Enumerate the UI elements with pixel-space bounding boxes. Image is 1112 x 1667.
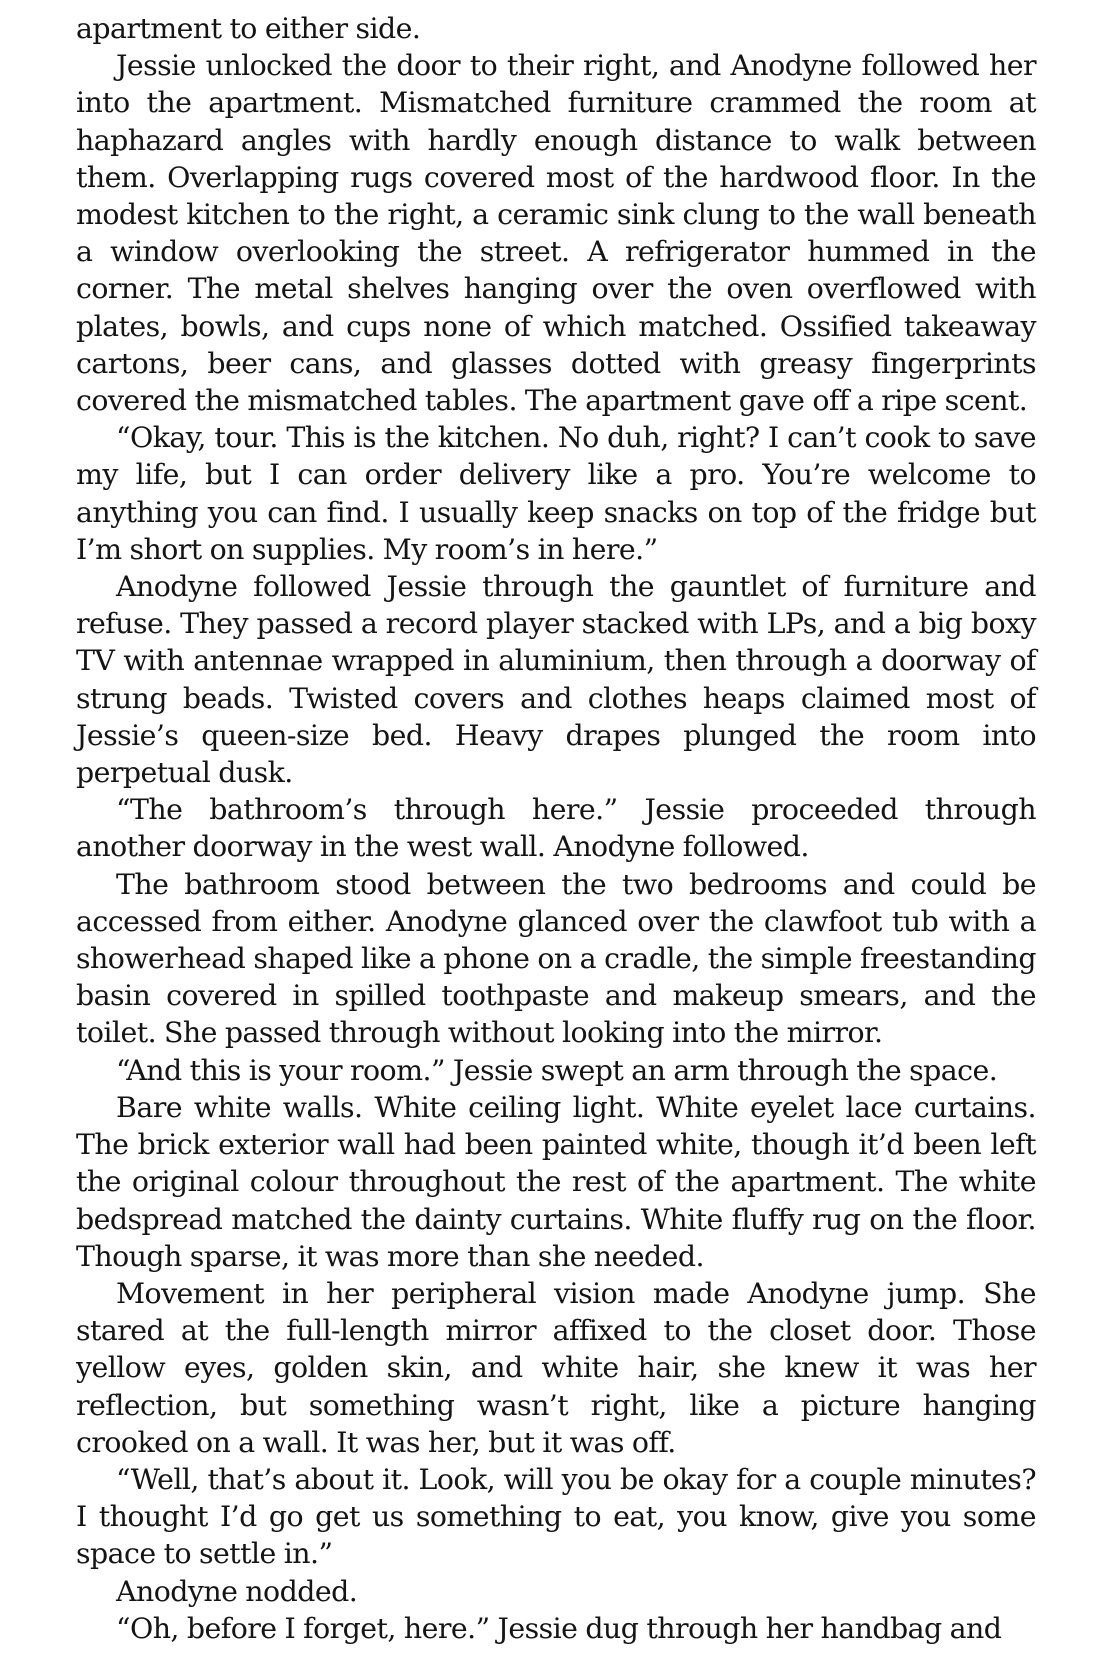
paragraph-anodyne-nodded: Anodyne nodded. bbox=[116, 1574, 358, 1608]
paragraph-bathroom-description: The bathroom stood between the two bedrooms and could be accessed from either. Anodyne glanced over the clawfoot tub with a showerhead shaped like a phone on a cradle, the simple freestanding basin covered in spilled toothpaste and makeup smears, and the toilet. She passed through without looking into the mirror. bbox=[76, 867, 1036, 1050]
paragraph-your-room-dialogue: “And this is your room.” Jessie swept an arm through the space. bbox=[116, 1053, 998, 1087]
paragraph-jessie-leaving: “Well, that’s about it. Look, will you be okay for a couple minutes? I thought I’d go get us something to eat, you know, give you some space to settle in.” bbox=[76, 1462, 1036, 1571]
paragraph-continuation: apartment to either side. bbox=[76, 12, 421, 45]
paragraph-bathroom-dialogue: “The bathroom’s through here.” Jessie proceeded through another doorway in the west wall. Anodyne followed. bbox=[76, 793, 1036, 864]
paragraph-jessie-room: Anodyne followed Jessie through the gauntlet of furniture and refuse. They passed a record player stacked with LPs, and a big boxy TV with antennae wrapped in aluminium, then through a doorway of strung beads. Twisted covers and clothes heaps claimed most of Jessie’s queen-size bed. Heavy drapes plunged the room into perpetual dusk. bbox=[76, 570, 1036, 790]
paragraph-kitchen-tour: “Okay, tour. This is the kitchen. No duh, right? I can’t cook to save my life, but I can order delivery like a pro. You’re welcome to anything you can find. I usually keep snacks on top of the fridge but I’m short on supplies. My room’s in here.” bbox=[76, 421, 1036, 566]
paragraph-handbag: “Oh, before I forget, here.” Jessie dug through her handbag and bbox=[116, 1611, 1002, 1645]
paragraph-white-room: Bare white walls. White ceiling light. White eyelet lace curtains. The brick exterior wall had been painted white, though it’d been left the original colour throughout the rest of the apartment. The white bedspread matched the dainty curtains. White fluffy rug on the floor. Though sparse, it was more than she needed. bbox=[76, 1090, 1036, 1273]
paragraph-apartment-description: Jessie unlocked the door to their right, and Anodyne followed her into the apartment. Mismatched furniture crammed the room at haphazard angles with hardly enough distance to walk between them. Overlapping rugs covered most of the hardwood floor. In the modest kitchen to the right, a ceramic sink clung to the wall beneath a window overlooking the street. A refrigerator hummed in the corner. The metal shelves hanging over the oven overflowed with plates, bowls, and cups none of which matched. Ossified takeaway cartons, beer cans, and glasses dotted with greasy fingerprints covered the mismatched tables. The apartment gave off a ripe scent. bbox=[76, 49, 1036, 418]
paragraph-mirror: Movement in her peripheral vision made Anodyne jump. She stared at the full-length mirror affixed to the closet door. Those yellow eyes, golden skin, and white hair, she knew it was her reflection, but something wasn’t right, like a picture hanging crooked on a wall. It was her, but it was off. bbox=[76, 1276, 1036, 1459]
